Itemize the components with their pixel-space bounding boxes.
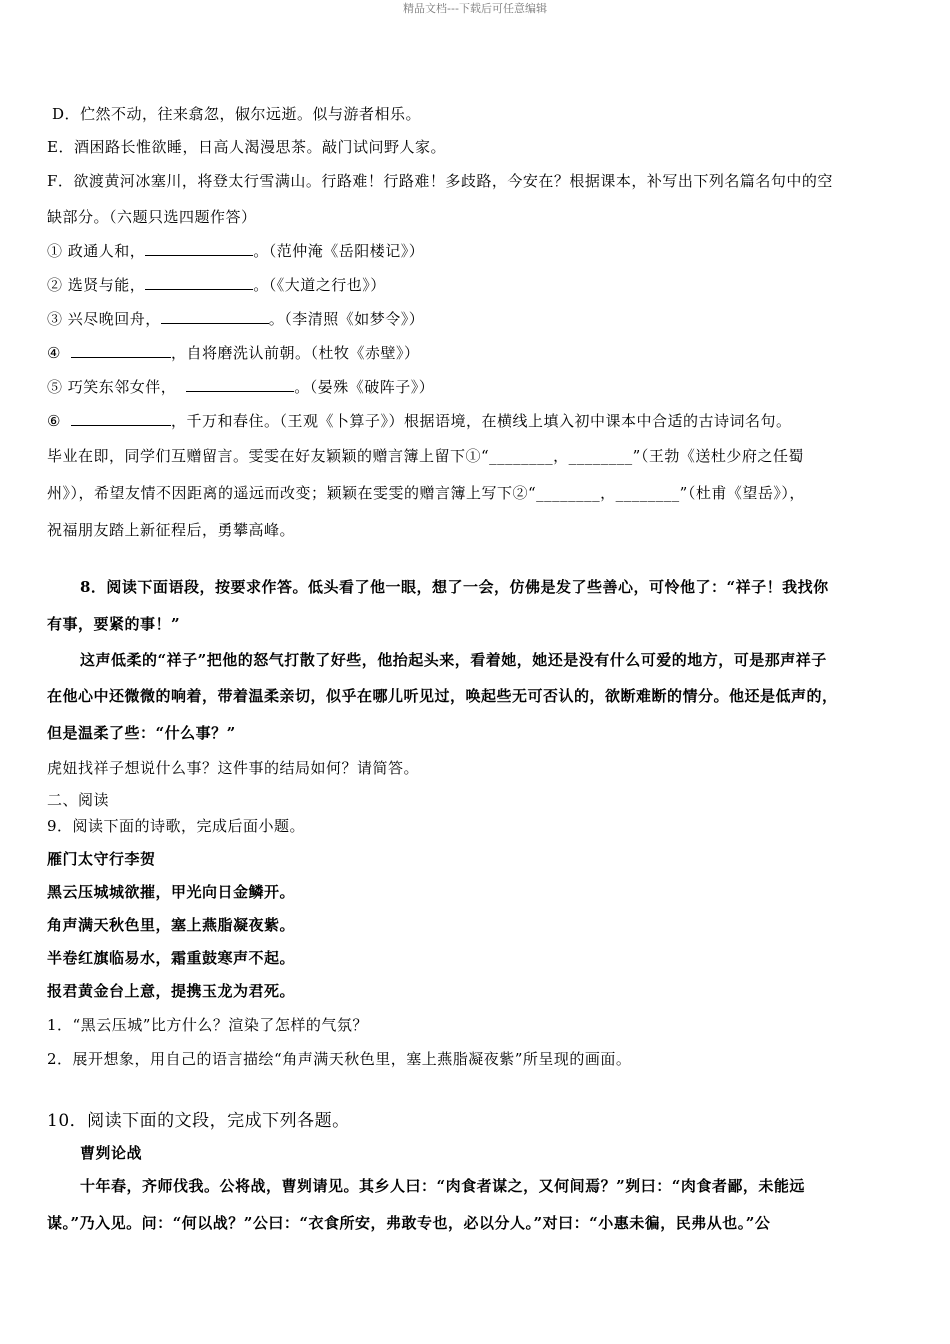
answer-blank[interactable] [145,275,253,290]
context-paragraph-line-2: 州》），希望友情不因距离的遥远而改变；颖颖在雯雯的赠言簿上写下②“________，________”（杜甫《望岳》）， [47,484,805,502]
question-8-line-4: 在他心中还微微的响着，带着温柔亲切，似乎在哪儿听见过，唤起些无可否认的，欲断难断的情分。他还是低声的， [47,687,838,705]
poem-line-3: 半卷红旗临易水，霜重鼓寒声不起。 [47,949,296,967]
option-d: D．伫然不动，往来翕忽，俶尔远逝。似与游者相乐。 [52,105,422,123]
option-e: E．酒困路长惟欲睡，日高人渴漫思茶。敲门试问野人家。 [47,138,446,156]
question-8-prompt: 虎妞找祥子想说什么事？这件事的结局如何？请简答。 [47,759,420,777]
fill-item-5-text: ⑤ 巧笑东邻女伴， [47,378,177,396]
answer-blank[interactable] [71,343,171,358]
context-paragraph-line-1: 毕业在即，同学们互赠留言。雯雯在好友颖颖的赠言簿上留下①“________，________”（王勃《送杜少府之任蜀 [47,447,804,465]
sub-question-1: 1．“黑云压城”比方什么？渲染了怎样的气氛？ [47,1016,368,1034]
fill-item-2-source: 。（《大道之行也》） [253,276,386,294]
poem-title: 雁门太守行李贺 [47,850,156,868]
answer-blank[interactable] [71,411,171,426]
question-8-line-2: 有事，要紧的事！” [47,615,181,633]
option-f-line-2: 缺部分。（六题只选四题作答） [47,208,257,226]
fill-item-5-source: 。（晏殊《破阵子》） [294,378,435,396]
option-f-line-1: F．欲渡黄河冰塞川，将登太行雪满山。行路难！行路难！多歧路，今安在？根据课本，补写出下列名篇名句中的空 [47,172,833,190]
fill-item-6-source: ，千万和春住。（王观《卜算子》）根据语境，在横线上填入初中课本中合适的古诗词名句。 [170,412,792,430]
question-9-title: 9．阅读下面的诗歌，完成后面小题。 [47,817,306,835]
fill-item-5 [47,376,434,397]
fill-item-3-source: 。（李清照《如梦令》） [268,310,425,328]
fill-item-4-source: ，自将磨洗认前朝。（杜牧《赤壁》） [170,344,420,362]
sub-question-2: 2．展开想象，用自己的语言描绘“角声满天秋色里，塞上燕脂凝夜紫”所呈现的画面。 [47,1050,632,1068]
answer-blank[interactable] [186,377,294,392]
answer-blank[interactable] [161,309,269,324]
question-8-line-3: 这声低柔的“祥子”把他的怒气打散了好些，他抬起头来，看着她，她还是没有什么可爱的地方，可是那声祥子 [80,651,827,669]
answer-blank[interactable] [145,241,253,256]
fill-item-1 [47,240,424,261]
fill-item-2-text: ② 选贤与能， [47,276,146,294]
question-8-line-5: 但是温柔了些：“什么事？” [47,724,236,742]
poem-line-1: 黑云压城城欲摧，甲光向日金鳞开。 [47,883,296,901]
page-header: 精品文档---下载后可任意编辑 [403,2,547,15]
section-heading-reading: 二、阅读 [47,791,110,809]
question-10-title: 10．阅读下面的文段，完成下列各题。 [47,1111,350,1131]
fill-item-3-text: ③ 兴尽晚回舟， [47,310,161,328]
fill-item-1-source: 。（范仲淹《岳阳楼记》） [253,242,425,260]
fill-item-6 [47,410,791,431]
fill-item-2 [47,274,386,295]
essay-line-1: 十年春，齐师伐我。公将战，曹刿请见。其乡人曰：“肉食者谋之，又何间焉？”刿曰：“肉食者鄙，未能远 [80,1177,805,1195]
fill-item-4-text: ④ [47,344,61,362]
fill-item-4 [47,342,419,363]
question-8-line-1: 8．阅读下面语段，按要求作答。低头看了他一眼，想了一会，仿佛是发了些善心，可怜他了：“祥子！我找你 [80,578,829,596]
context-paragraph-line-3: 祝福朋友踏上新征程后，勇攀高峰。 [47,521,296,539]
poem-line-4: 报君黄金台上意，提携玉龙为君死。 [47,982,296,1000]
fill-item-6-text: ⑥ [47,412,61,430]
poem-line-2: 角声满天秋色里，塞上燕脂凝夜紫。 [47,916,296,934]
essay-line-2: 谋。”乃入见。问：“何以战？”公曰：“衣食所安，弗敢专也，必以分人。”对曰：“小惠未徧，民弗从也。”公 [47,1214,771,1232]
fill-item-3 [47,308,424,329]
essay-title: 曹刿论战 [80,1144,143,1162]
fill-item-1-text: ① 政通人和， [47,242,146,260]
